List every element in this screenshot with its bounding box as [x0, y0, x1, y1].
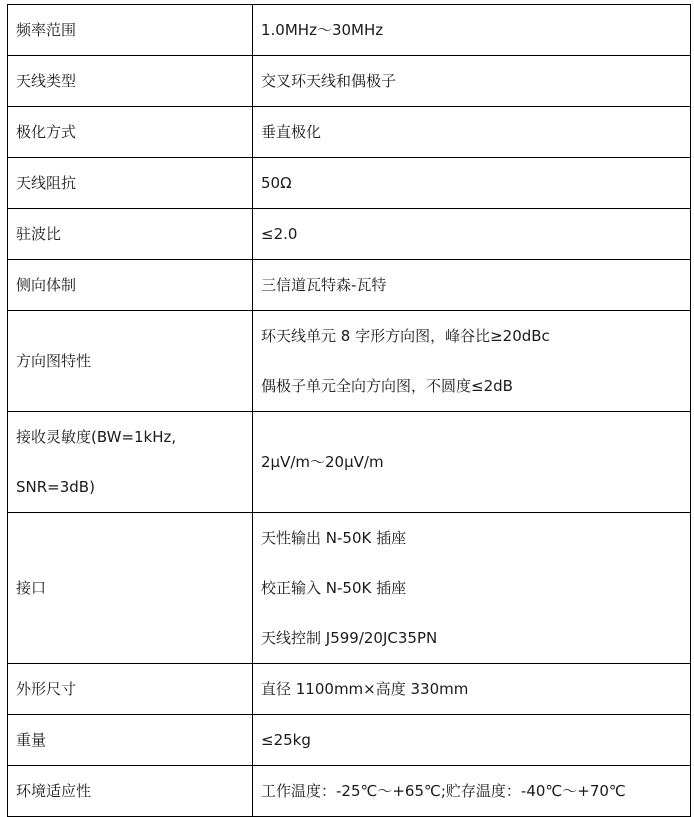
row-value: 工作温度：-25℃～+65℃;贮存温度：-40℃～+70℃ — [253, 766, 691, 817]
row-label: 天线阻抗 — [8, 158, 253, 209]
table-row — [8, 513, 691, 664]
row-value: 交叉环天线和偶极子 — [253, 56, 691, 107]
row-label: 接收灵敏度(BW=1kHz, SNR=3dB) — [8, 412, 253, 513]
row-value: 垂直极化 — [253, 107, 691, 158]
row-label: 重量 — [8, 715, 253, 766]
table-row — [8, 209, 691, 260]
table-row — [8, 715, 691, 766]
row-label: 频率范围 — [8, 5, 253, 56]
row-label: 侧向体制 — [8, 260, 253, 311]
table-row — [8, 56, 691, 107]
row-value: 天性输出 N-50K 插座 校正输入 N-50K 插座 天线控制 J599/20JC35PN — [253, 513, 691, 664]
table-row — [8, 158, 691, 209]
row-label: 驻波比 — [8, 209, 253, 260]
row-value: 50Ω — [253, 158, 691, 209]
row-label: 接口 — [8, 513, 253, 664]
row-label: 方向图特性 — [8, 311, 253, 412]
table-row — [8, 664, 691, 715]
spec-table — [7, 4, 691, 817]
row-value: 环天线单元 8 字形方向图，峰谷比≥20dBc 偶极子单元全向方向图，不圆度≤2dB — [253, 311, 691, 412]
row-label: 外形尺寸 — [8, 664, 253, 715]
table-row — [8, 766, 691, 817]
row-label: 天线类型 — [8, 56, 253, 107]
table-row — [8, 5, 691, 56]
row-label: 环境适应性 — [8, 766, 253, 817]
row-value: 2μV/m～20μV/m — [253, 412, 691, 513]
row-value: ≤25kg — [253, 715, 691, 766]
table-row — [8, 260, 691, 311]
table-row — [8, 412, 691, 513]
table-row — [8, 107, 691, 158]
row-value: 1.0MHz～30MHz — [253, 5, 691, 56]
row-label: 极化方式 — [8, 107, 253, 158]
row-value: 三信道瓦特森-瓦特 — [253, 260, 691, 311]
table-row — [8, 311, 691, 412]
row-value: 直径 1100mm×高度 330mm — [253, 664, 691, 715]
row-value: ≤2.0 — [253, 209, 691, 260]
